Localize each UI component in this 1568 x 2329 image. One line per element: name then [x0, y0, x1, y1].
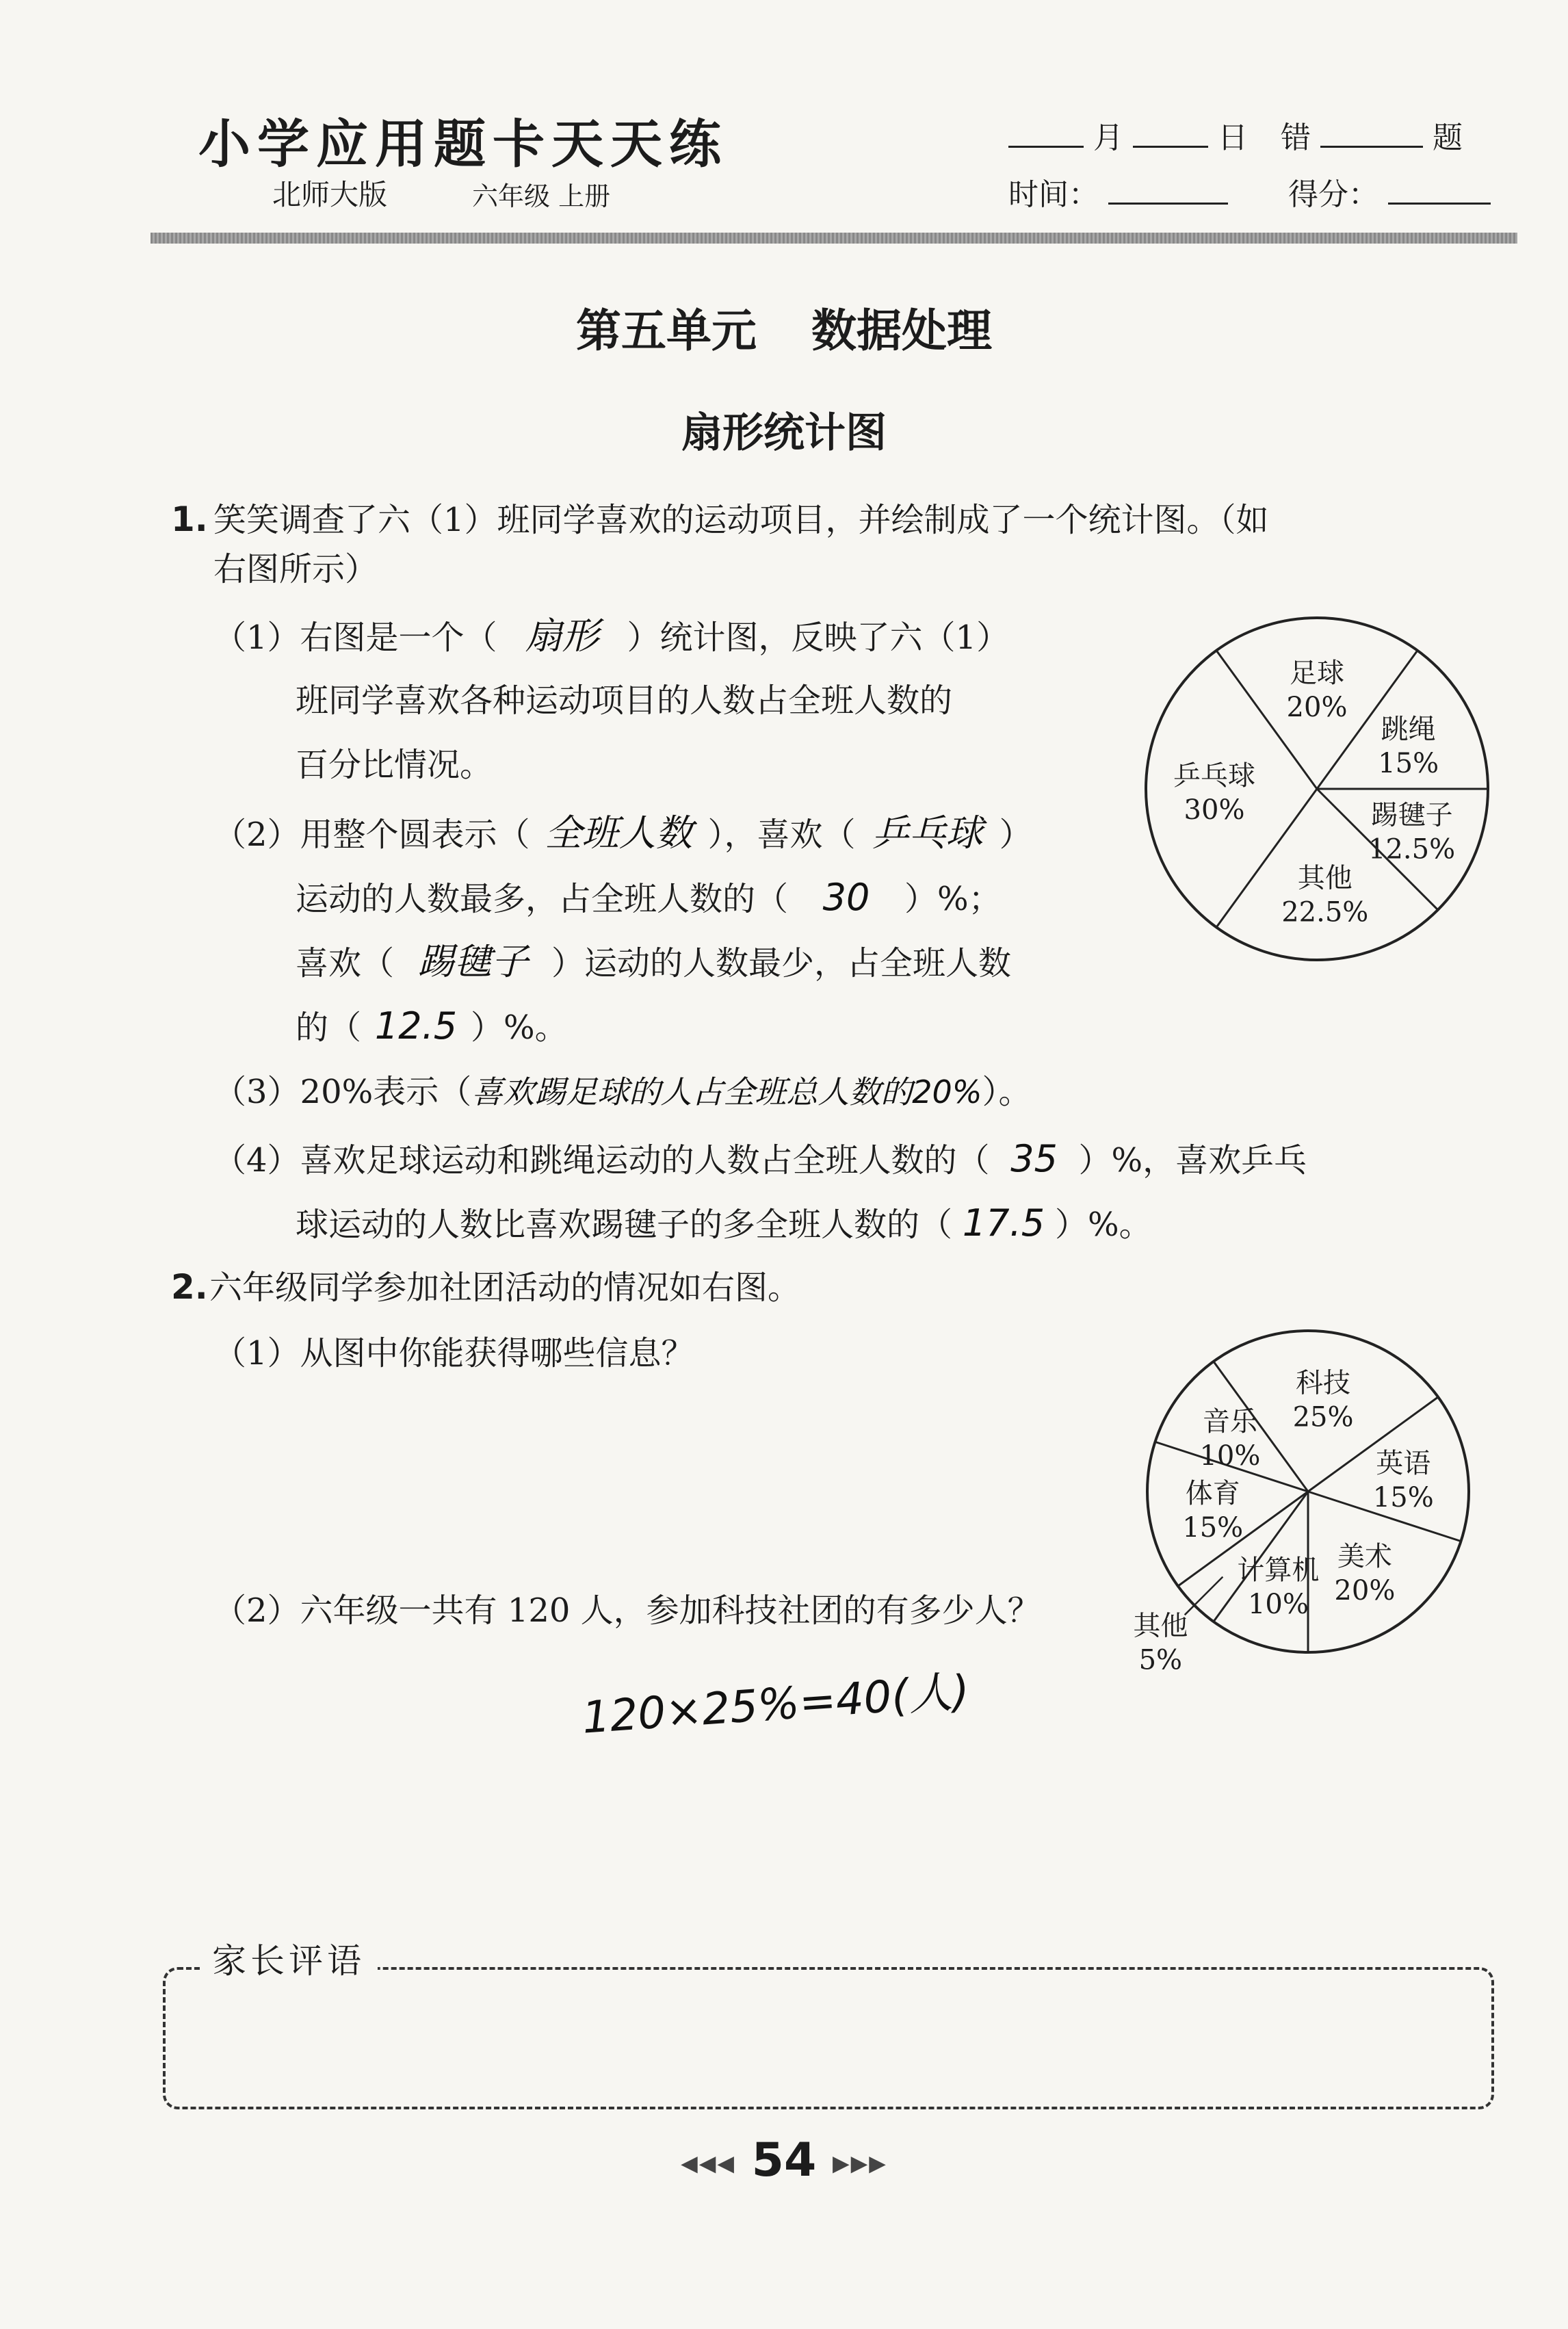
q1-p2-answer-whole[interactable]: 全班人数 — [545, 811, 693, 855]
pie-slice-percent: 30% — [1184, 794, 1245, 826]
page-number: 54 — [751, 2133, 817, 2187]
page-number-row — [0, 2133, 1568, 2187]
pie-slice-name: 美术 — [1337, 1541, 1392, 1573]
q1-p4-answer-diff[interactable]: 17.5 — [962, 1201, 1045, 1245]
score-label: 得分： — [1288, 177, 1378, 212]
pie-slice-percent: 5% — [1138, 1644, 1183, 1676]
pie-slice-name: 跳绳 — [1381, 713, 1436, 745]
q1-p2-line4-text-a: 的（ — [296, 1009, 362, 1047]
unit-title — [0, 294, 1568, 359]
pie-slice-percent: 20% — [1286, 692, 1348, 723]
q1-p3-text-a: （3）20%表示（ — [213, 1073, 472, 1111]
pie-slice-percent: 15% — [1378, 747, 1439, 779]
q2-stem: 六年级同学参加社团活动的情况如右图。 — [209, 1268, 801, 1307]
pie-slice-percent: 22.5% — [1281, 896, 1369, 928]
q1-p2-line2-text-b: ）%； — [904, 880, 1002, 918]
q1-part1-line3: 百分比情况。 — [296, 746, 493, 784]
q1-number: 1. — [171, 499, 208, 539]
q1-p2-line3-text-a: 喜欢（ — [296, 944, 395, 983]
q2-answer[interactable]: 120×25%=40(人) — [580, 1666, 971, 1744]
q1-p2-line3-text-b: ）运动的人数最少，占全班人数 — [551, 944, 1012, 983]
q1-part2-line4 — [296, 1006, 568, 1048]
pie-slice-percent: 15% — [1372, 1481, 1434, 1513]
q1-p2-answer-most[interactable]: 乒乓球 — [872, 811, 983, 855]
grade-label: 六年级 上册 — [472, 181, 611, 211]
month-blank[interactable] — [1008, 140, 1084, 148]
q1-stem-line2: 右图所示） — [213, 550, 378, 588]
edition-label: 北师大版 — [272, 178, 388, 211]
q2-part1: （1）从图中你能获得哪些信息？ — [213, 1334, 694, 1372]
pie-slice-name: 音乐 — [1202, 1406, 1257, 1438]
q1-part2-line3 — [296, 941, 1011, 984]
q1-p2-answer-least-pct[interactable]: 12.5 — [374, 1004, 458, 1048]
wrong-label: 错 — [1281, 120, 1311, 155]
header-divider — [151, 233, 1517, 244]
wrong-count-blank[interactable] — [1320, 140, 1423, 148]
q1-part4-line1 — [213, 1139, 1307, 1181]
pie-slice-name: 足球 — [1290, 658, 1344, 689]
sports-pie-chart — [1129, 608, 1505, 970]
pie-slice-percent: 10% — [1247, 1589, 1309, 1621]
q1-p3-text-b: ）。 — [982, 1073, 1032, 1111]
pie-slice-name: 英语 — [1376, 1447, 1431, 1479]
day-label: 日 — [1218, 120, 1248, 155]
q1-part2-line1 — [213, 813, 1032, 855]
parent-comment-label: 家长评语 — [200, 1934, 378, 1983]
q2-part2: （2）六年级一共有 120 人，参加科技社团的有多少人？ — [213, 1591, 1041, 1630]
q1-p4-line2-text-b: ）%。 — [1055, 1206, 1152, 1244]
q2-number: 2. — [171, 1267, 208, 1307]
q1-p1-text-b: ）统计图，反映了六（1） — [627, 619, 1010, 657]
left-arrows-icon: ◀◀◀ — [681, 2150, 735, 2176]
q1-p4-text-b: ）%，喜欢乒乓 — [1078, 1141, 1307, 1180]
pie-slice-name: 其他 — [1133, 1610, 1188, 1642]
q1-p2-text-c: ） — [999, 816, 1032, 854]
questions-label: 题 — [1433, 120, 1463, 155]
time-blank[interactable] — [1108, 197, 1228, 205]
pie-slice-name: 乒乓球 — [1173, 760, 1255, 792]
q1-p1-text-a: （1）右图是一个（ — [213, 619, 497, 657]
unit-topic: 数据处理 — [811, 304, 992, 357]
lesson-title: 扇形统计图 — [681, 409, 887, 457]
time-score-row — [1008, 170, 1491, 213]
pie-slice-name: 踢毽子 — [1370, 799, 1453, 831]
q1-p1-answer[interactable]: 扇形 — [525, 614, 599, 658]
book-brand-title: 小学应用题卡天天练 — [198, 114, 728, 174]
pie-slice-name: 体育 — [1185, 1478, 1240, 1510]
q1-p4-answer-sum[interactable]: 35 — [1010, 1137, 1058, 1180]
q1-stem-line1: 笑笑调查了六（1）班同学喜欢的运动项目，并绘制成了一个统计图。（如 — [213, 501, 1269, 539]
q1-part1-line2: 班同学喜欢各种运动项目的人数占全班人数的 — [296, 681, 953, 720]
q1-p4-text-a: （4）喜欢足球运动和跳绳运动的人数占全班人数的（ — [213, 1141, 990, 1180]
q1-part2-line2 — [296, 877, 1002, 920]
q1-p2-line2-text-a: 运动的人数最多，占全班人数的（ — [296, 880, 789, 918]
day-blank[interactable] — [1133, 140, 1208, 148]
q1-p3-answer[interactable]: 喜欢踢足球的人占全班总人数的20% — [471, 1074, 982, 1110]
pie-slice-name: 其他 — [1297, 862, 1353, 894]
parent-comment-box[interactable] — [163, 1967, 1494, 2109]
pie-slice-name: 科技 — [1296, 1367, 1351, 1399]
q1-part3-line — [213, 1071, 1032, 1113]
unit-name: 第五单元 — [576, 304, 757, 357]
q1-p2-line4-text-b: ）%。 — [471, 1009, 568, 1047]
right-arrows-icon: ▶▶▶ — [833, 2150, 887, 2176]
date-wrong-row — [1008, 113, 1463, 157]
pie-slice-percent: 12.5% — [1368, 833, 1456, 866]
q1-p2-text-a: （2）用整个圆表示（ — [213, 816, 530, 854]
month-label: 月 — [1093, 120, 1123, 155]
q1-p2-answer-most-pct[interactable]: 30 — [822, 876, 870, 919]
q1-part4-line2 — [296, 1203, 1152, 1245]
pie-slice-percent: 25% — [1292, 1401, 1354, 1433]
pie-leader-line-4 — [1185, 1577, 1223, 1615]
pie-slice-name: 计算机 — [1237, 1554, 1320, 1587]
time-label: 时间： — [1008, 177, 1099, 212]
q1-p2-text-b: ），喜欢（ — [707, 816, 856, 854]
pie-slice-percent: 10% — [1199, 1440, 1261, 1472]
pie-slice-percent: 15% — [1182, 1512, 1244, 1544]
q1-part1-line1 — [213, 616, 1009, 658]
q1-p2-answer-least[interactable]: 踢毽子 — [417, 940, 529, 983]
score-blank[interactable] — [1388, 197, 1491, 205]
clubs-pie-chart — [1108, 1327, 1519, 1752]
pie-slice-percent: 20% — [1334, 1575, 1396, 1607]
q1-p4-line2-text-a: 球运动的人数比喜欢踢毽子的多全班人数的（ — [296, 1206, 953, 1244]
